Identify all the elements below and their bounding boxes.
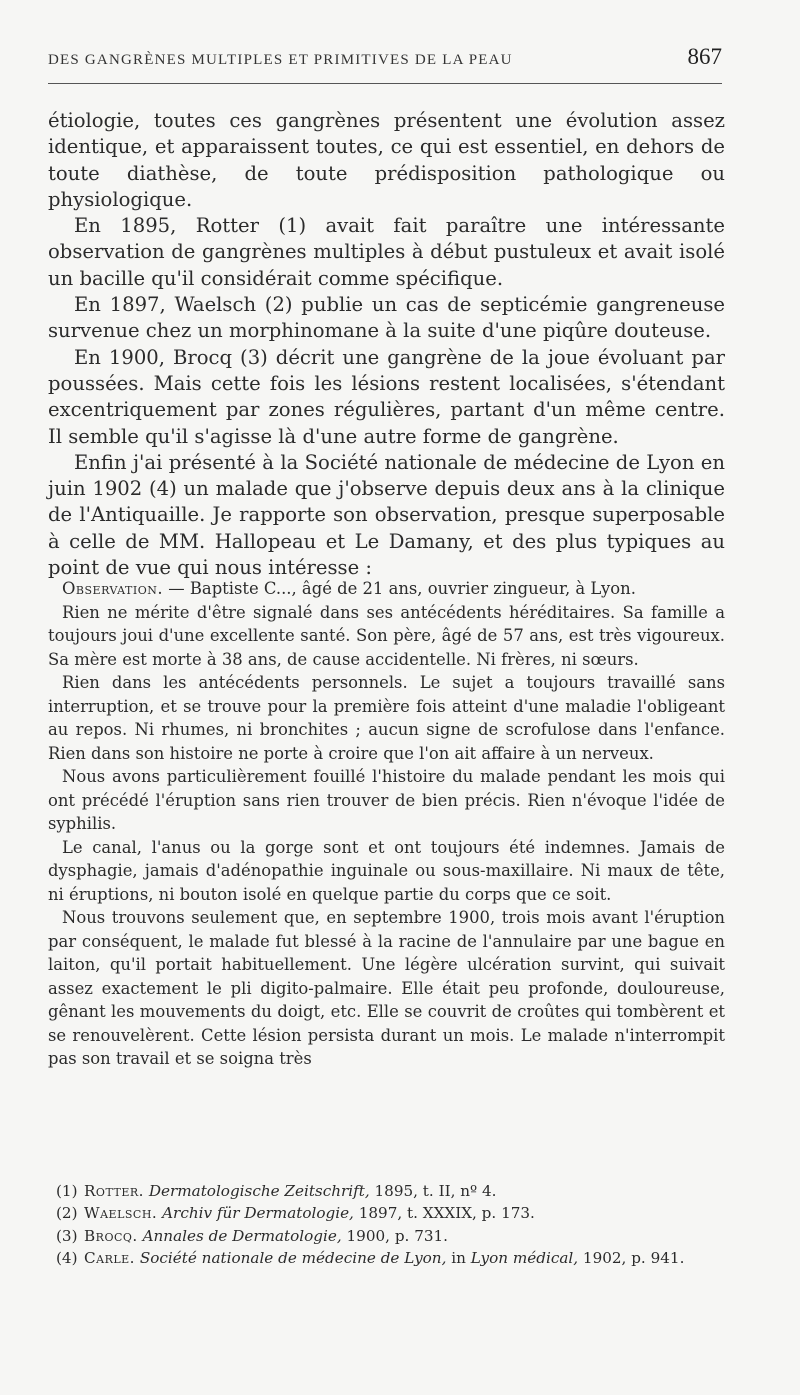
observation-label: Observation. — [62, 579, 164, 598]
main-text — [48, 108, 725, 581]
observation-heading — [48, 577, 725, 601]
observation-paragraph: Rien dans les antécédents personnels. Le sujet a toujours travaillé sans interruption, et se trouve pour la première fois atteint d'une maladie l'obligeant au repos. Ni rhumes, ni bronchites ; aucun signe de scrofulose dans l'enfance. Rien dans son histoire ne porte à croire que l'on ait affaire à un nerveux. — [48, 673, 725, 763]
paragraph: Enfin j'ai présenté à la Société nationale de médecine de Lyon en juin 1902 (4) un malade que j'observe depuis deux ans à la clinique de l'Antiquaille. Je rapporte son observation, presque superposable à celle de MM. Hallopeau et Le Damany, et des plus typiques au point de vue qui nous intéresse : — [48, 450, 725, 580]
page-number: 867 — [687, 44, 722, 69]
page-header — [48, 44, 722, 70]
paragraph: En 1895, Rotter (1) avait fait paraître une intéressante observation de gangrènes multiples à début pustuleux et avait isolé un bacille qu'il considérait comme spécifique. — [48, 214, 725, 290]
observation-paragraph: Rien ne mérite d'être signalé dans ses antécédents héréditaires. Sa famille a toujours joui d'une excellente santé. Son père, âgé de 57 ans, est très vigoureux. Sa mère est morte à 38 ans, de cause accidentelle. Ni frères, ni sœurs. — [48, 602, 725, 669]
footnotes — [56, 1180, 725, 1269]
observation-paragraph: Nous avons particulièrement fouillé l'histoire du malade pendant les mois qui ont précédé l'éruption sans rien trouver de bien précis. Rien n'évoque l'idée de syphilis. — [48, 767, 725, 833]
observation-intro: — Baptiste C..., âgé de 21 ans, ouvrier zingueur, à Lyon. — [163, 579, 636, 598]
paragraph: étiologie, toutes ces gangrènes présentent une évolution assez identique, et apparaissent toutes, ce qui est essentiel, en dehors de toute diathèse, de toute prédisposition pathologique ou physiologique. — [48, 109, 725, 211]
footnote: (4) Carle. Société nationale de médecine de Lyon, in Lyon médical, 1902, p. 941. — [56, 1248, 685, 1267]
observation-section — [48, 577, 725, 1071]
running-title: DES GANGRÈNES MULTIPLES ET PRIMITIVES DE LA PEAU — [48, 52, 513, 68]
footnote: (1) Rotter. Dermatologische Zeitschrift, 1895, t. II, nº 4. — [56, 1182, 497, 1200]
observation-paragraph: Nous trouvons seulement que, en septembre 1900, trois mois avant l'éruption par conséquent, le malade fut blessé à la racine de l'annulaire par une bague en laiton, qu'il portait habituellement. Une légère ulcération survint, qui suivait assez exactement le pli digito-palmaire. Elle était peu profonde, douloureuse, gênant les mouvements du doigt, etc. Elle se couvrit de croûtes qui tombèrent et se renouvelèrent. Cette lésion persista durant un mois. Le malade n'interrompit pas son travail et se soigna très — [48, 908, 725, 1068]
paragraph: En 1900, Brocq (3) décrit une gangrène de la joue évoluant par poussées. Mais cette fois les lésions restent localisées, s'étendant excentriquement par zones régulières, partant d'un même centre. Il semble qu'il s'agisse là d'une autre forme de gangrène. — [48, 345, 725, 448]
header-rule — [48, 83, 722, 84]
observation-paragraph: Le canal, l'anus ou la gorge sont et ont toujours été indemnes. Jamais de dysphagie, jamais d'adénopathie inguinale ou sous-maxillaire. Ni maux de tête, ni éruptions, ni bouton isolé en quelque partie du corps que ce soit. — [48, 837, 725, 904]
paragraph: En 1897, Waelsch (2) publie un cas de septicémie gangreneuse survenue chez un morphinomane à la suite d'une piqûre douteuse. — [48, 293, 725, 343]
footnote: (2) Waelsch. Archiv für Dermatologie, 1897, t. XXXIX, p. 173. — [56, 1204, 535, 1223]
footnote: (3) Brocq. Annales de Dermatologie, 1900, p. 731. — [56, 1226, 449, 1245]
